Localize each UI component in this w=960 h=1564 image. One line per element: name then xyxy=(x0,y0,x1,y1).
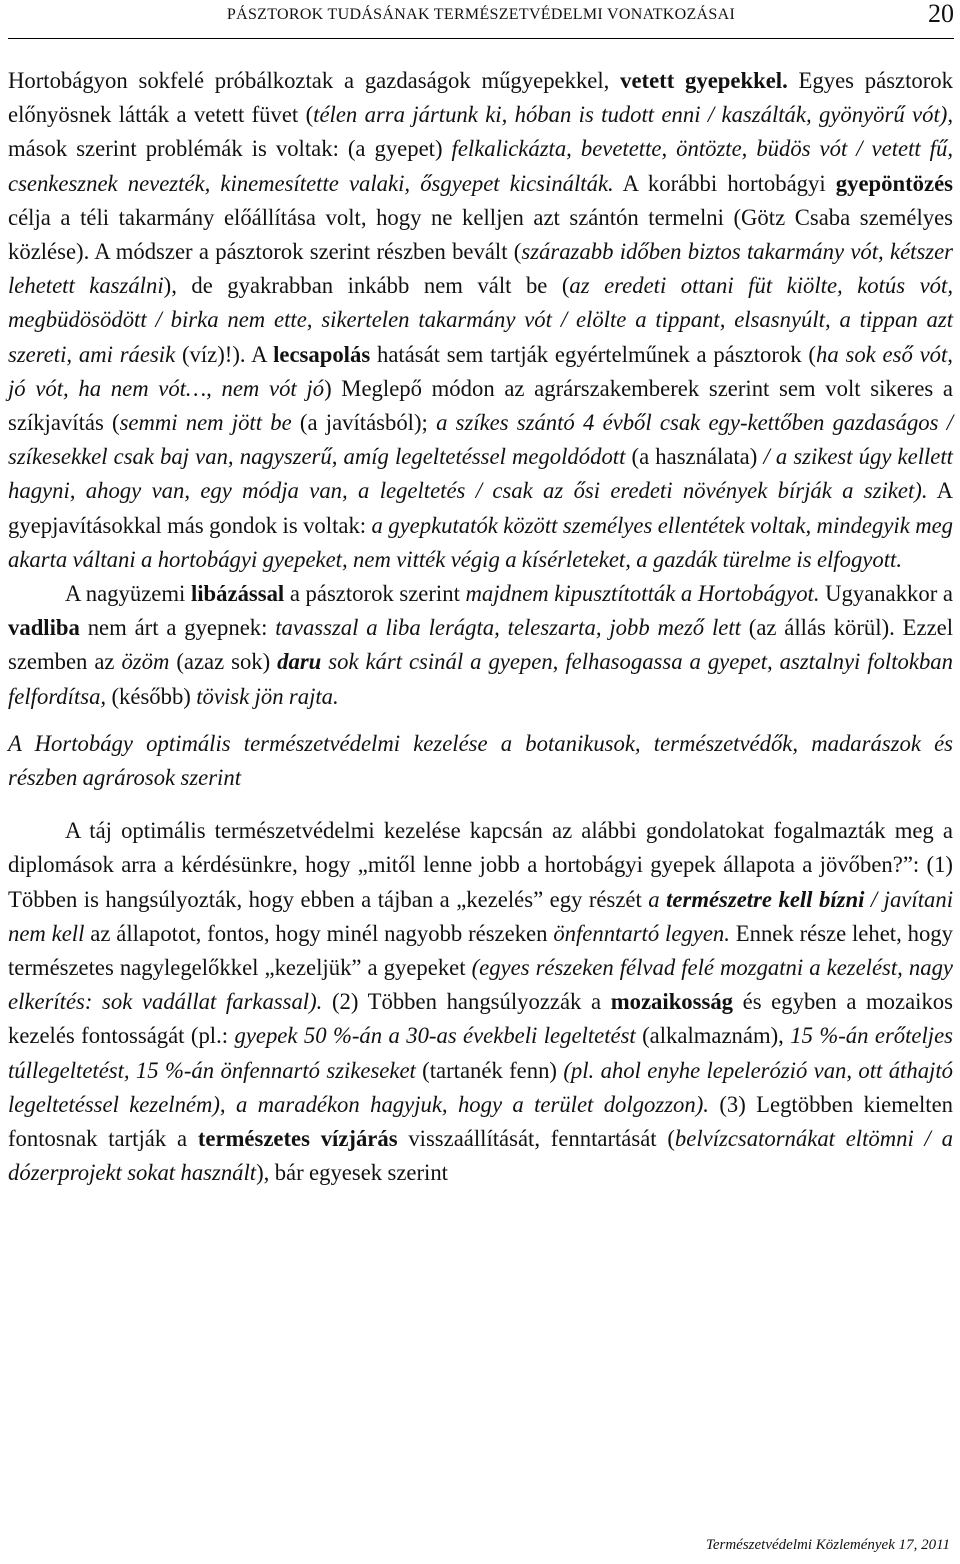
italic-quote: szárazabb időben biztos takarmány vót, kétszer lehetett kaszálni xyxy=(8,239,953,299)
text-run: (alkalmaznám), xyxy=(635,1023,791,1049)
paragraph-artificial-grasslands xyxy=(8,64,953,577)
text-run: (2) Többen hangsúlyozzák a xyxy=(322,989,611,1015)
italic-quote: tavasszal a liba lerágta, teleszarta, jobb mező lett xyxy=(275,615,741,641)
text-run: (azaz sok) xyxy=(169,649,278,675)
italic-quote: felkalickázta, bevetette, öntözte, büdös vót / vetett fű, csenkesznek nevezték, kinemesítette valaki, ősgyepet kicsinálták. xyxy=(8,136,953,196)
text-run: (tartanék fenn) xyxy=(415,1057,564,1083)
italic-quote: A Hortobágy optimális természetvédelmi kezelése a botanikusok, természetvédők, madarászok és részben agrárosok szerint xyxy=(8,730,953,791)
text-run: (víz)!). A xyxy=(175,341,274,367)
bold-term: lecsapolás xyxy=(273,341,371,367)
bold-italic-term: daru xyxy=(277,649,322,675)
italic-quote: majdnem kipusztították a Hortobágyot. xyxy=(465,581,820,607)
italic-quote: tövisk jön rajta. xyxy=(196,683,339,709)
running-header xyxy=(8,0,954,39)
italic-quote: / javítani nem kell xyxy=(8,886,953,946)
paragraph-optimal-management xyxy=(8,814,953,1190)
italic-quote: özöm xyxy=(121,649,170,675)
text-run: (az állás körül). Ezzel szemben az xyxy=(8,615,954,675)
text-run: a pásztorok szerint xyxy=(284,581,466,607)
italic-quote: (egyes részeken félvad felé mozgatni a kezelést, nagy elkerítés: sok vadállat farkassal). xyxy=(8,955,954,1015)
text-run: és egyben a mozaikos kezelés fontosságát (pl.: xyxy=(8,989,953,1049)
italic-quote: a gyepkutatók között személyes ellentétek voltak, mindegyik meg akarta váltani a hortobágyi gyepeket, nem vitték végig a kísérleteket, a gazdák türelme is elfogyott. xyxy=(8,512,953,572)
text-run: ), de gyakrabban inkább nem vált be ( xyxy=(163,273,570,299)
italic-quote: / a szikest úgy kellett hagyni, ahogy van, egy módja van, a legeltetés / csak az ősi eredeti növények bírják a sziket). xyxy=(8,444,953,504)
text-run: visszaállítását, fenntartását ( xyxy=(397,1126,675,1152)
text-run: Hortobágyon sokfelé próbálkoztak a gazdaságok műgyepekkel, xyxy=(8,68,621,93)
italic-quote: belvízcsatornákat eltömni / a dózerprojekt sokat használt xyxy=(8,1126,953,1186)
text-run: Egyes pásztorok előnyösnek látták a vetett füvet ( xyxy=(8,68,953,128)
bold-term: libázással xyxy=(190,581,285,607)
text-run: Ugyanakkor a xyxy=(819,581,954,607)
text-run: (a használata) xyxy=(625,444,764,470)
text-run: célja a téli takarmány előállítása volt, hogy ne kelljen azt szántón termelni (Götz Csaba személyes közlése). A módszer a pásztorok szerint részben bevált ( xyxy=(8,204,953,265)
text-run: mások szerint problémák is voltak: (a gyepet) xyxy=(8,136,452,162)
running-header-title: PÁSZTOROK TUDÁSÁNAK TERMÉSZETVÉDELMI VONATKOZÁSAI xyxy=(226,6,736,23)
italic-quote: gyepek 50 %-án a 30-as évekbeli legeltetést xyxy=(234,1023,636,1049)
text-run: hatását sem tartják egyértelműnek a pásztorok ( xyxy=(370,341,816,367)
text-run: A táj optimális természetvédelmi kezelése kapcsán az alábbi gondolatokat fogalmazták meg a diplomások arra a kérdésünkre, hogy „mitől lenne jobb a hortobágyi gyepek állapota a jövőben?”: (1) Többen is hangsúlyozták, hogy ebben a tájban a „kezelés” egy részét xyxy=(8,818,953,912)
bold-term: vadliba xyxy=(8,615,80,641)
text-run: ), bár egyesek szerint xyxy=(256,1160,448,1186)
italic-quote: (pl. ahol enyhe lepelerózió van, ott áthajtó legeltetéssel kezelném), a maradékon hagyjuk, hogy a terület dolgozzon). xyxy=(8,1057,953,1117)
bold-term: gyepöntözés xyxy=(835,170,953,196)
bold-term: természetes vízjárás xyxy=(197,1126,398,1152)
bold-italic-term: természetre kell bízni xyxy=(666,886,865,912)
text-run: nem árt a gyepnek: xyxy=(79,615,276,641)
italic-quote: önfenntartó legyen. xyxy=(553,920,730,946)
italic-quote: a xyxy=(648,886,667,912)
text-run: (később) xyxy=(106,683,197,709)
paragraph-geese-cranes xyxy=(8,577,953,714)
page-body xyxy=(8,64,953,1191)
italic-quote: a szíkes szántó 4 évből csak egy-kettőben gazdaságos / szíkesekkel csak baj van, nagyszerű, amíg legeltetéssel megoldódott xyxy=(8,410,953,470)
footer-journal: Természetvédelmi Közlemények 17, 2011 xyxy=(705,1537,950,1553)
italic-quote: ha sok eső vót, jó vót, ha nem vót…, nem vót jó xyxy=(8,341,953,401)
text-run: Ennek része lehet, hogy természetes nagylegelőkkel „kezeljük” a gyepeket xyxy=(8,920,953,981)
page-number: 20 xyxy=(928,0,954,28)
italic-quote: az eredeti ottani füt kiölte, kotús vót, megbüdösödött / birka nem ette, sikertelen takarmány vót / elölte a tippant, elsasnyúlt, a tippan azt szereti, ami ráesik xyxy=(8,273,953,367)
bold-term: mozaikosság xyxy=(610,989,734,1015)
text-run: (a javításból); xyxy=(291,410,437,436)
text-run: ) Meglepő módon az agrárszakemberek szerint sem volt sikeres a szíkjavítás ( xyxy=(8,375,953,436)
text-run: (3) Legtöbben kiemelten fontosnak tartják a xyxy=(8,1091,953,1152)
bold-term: vetett gyepekkel. xyxy=(620,68,788,93)
text-run: A korábbi hortobágyi xyxy=(613,170,836,196)
section-heading xyxy=(8,727,953,795)
text-run: A nagyüzemi xyxy=(65,581,191,607)
italic-quote: semmi nem jött be xyxy=(119,410,292,436)
italic-quote: 15 %-án erőteljes túllegeltetést, 15 %-án önfennartó szikeseket xyxy=(8,1023,954,1083)
italic-quote: sok kárt csinál a gyepen, felhasogassa a gyepet, asztalnyi foltokban felfordítsa, xyxy=(8,649,953,709)
text-run: az állapotot, fontos, hogy minél nagyobb részeken xyxy=(84,920,554,946)
text-run: A gyepjavításokkal más gondok is voltak: xyxy=(8,478,953,538)
italic-quote: télen arra jártunk ki, hóban is tudott enni / kaszálták, gyönyörű vót), xyxy=(313,102,953,128)
